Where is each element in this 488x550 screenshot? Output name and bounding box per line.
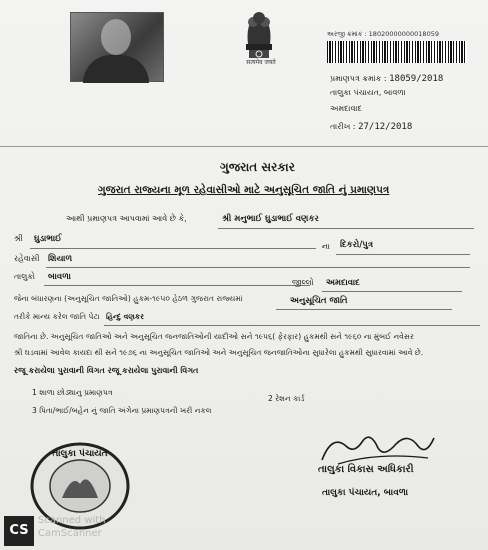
- watermark-line2: CamScanner: [38, 528, 102, 539]
- certificate-subtitle: ગુજરાત રાજ્યના મૂળ રહેવાસીઓ માટે અનુસૂચિત જાતિ નું પ્રમાણપત્ર: [98, 184, 390, 196]
- district-value: અમદાવાદ: [326, 278, 360, 288]
- application-number-label: અરજી ક્રમાંક : 18020000000018059: [327, 30, 439, 38]
- government-title: ગુજરાત સરકાર: [220, 160, 295, 174]
- applicant-photo: [70, 12, 164, 82]
- intro-text: આથી પ્રમાણપત્ર આપવામાં આવે છે કે,: [66, 214, 187, 223]
- camscanner-watermark: [38, 514, 106, 540]
- applicant-name: શ્રી મનુભાઈ ઘુડાભાઈ વણકર: [222, 214, 319, 224]
- emblem-caption: सत्यमेव जयते: [246, 59, 276, 66]
- village-value: શિયાળ: [48, 254, 73, 264]
- seal-text: તાલુકા પંચાયત: [52, 449, 108, 459]
- resident-label: રહેવાસી: [14, 254, 40, 263]
- officer-signature: [318, 428, 438, 468]
- underline: [104, 325, 480, 326]
- relation-value: દિકરો/પુત્ર: [340, 240, 374, 250]
- evidence-item-2: 2 રેશન કાર્ડ: [268, 394, 305, 403]
- father-name: ઘુડાભાઈ: [34, 234, 62, 244]
- legal-text-line2: શ્રી ઘડવામાં આવેલ કાયદા થી સને ૧૯૭૬ ના અનુસૂચિત જાતિઓ અને અનુસૂચિત જનજાતિઓના સુધારેલા હુકમથી સુધારવામાં આવે છે.: [14, 348, 424, 357]
- subcaste-value: હિન્દુ વણકર: [106, 312, 144, 321]
- underline: [218, 228, 474, 229]
- legal-text-line1: જાતિના છે. અનુસૂચિત જાતિઓ અને અનુસૂચિત જનજાતિઓની યાદીઓ સને ૧૯૫૬( ફેરફાર) હુકમથી સને ૧૯૬૦ ના મુંબઈ નવેસર: [14, 332, 414, 341]
- district-label: જીલ્લો: [292, 278, 314, 287]
- barcode-block: [327, 30, 477, 63]
- order-text: જેના બંધારણના (અનુસૂચિત જાતિઓ) હુકમ-૧૯૫૦ હેઠળ ગુજરાત રાજ્યમાં: [14, 294, 243, 303]
- certificate-number: [330, 74, 443, 84]
- shri-label: શ્રી: [14, 234, 23, 243]
- taluka-label: તાલુકો: [14, 272, 35, 281]
- underline: [46, 267, 470, 268]
- taluka-value: બાવળા: [48, 272, 71, 282]
- underline: [322, 291, 462, 292]
- camscanner-logo: CS: [4, 516, 34, 546]
- watermark-line1: Scanned with: [38, 515, 106, 526]
- evidence-heading: રજૂ કરાયેલા પુરાવાની વિગત રજૂ કરાયેલા પુરાવાની વિગત: [14, 366, 199, 375]
- issuing-office: તાલુકા પંચાયત, બાવળા: [330, 88, 406, 97]
- issue-date: [330, 122, 412, 132]
- cert-no-value: 18059/2018: [389, 74, 444, 84]
- underline: [276, 309, 452, 310]
- barcode: [327, 41, 467, 63]
- underline: [44, 285, 310, 286]
- underline: [336, 254, 470, 255]
- cert-no-label: પ્રમાણપત્ર ક્રમાંક :: [330, 74, 387, 83]
- issuing-district: અમદાવાદ: [330, 104, 362, 113]
- national-emblem-icon: [236, 4, 282, 66]
- evidence-item-1: 1 શાળા છોડ્યાનુ પ્રમાણપત્ર: [32, 388, 113, 397]
- date-label: તારીખ :: [330, 122, 356, 131]
- date-value: 27/12/2018: [358, 122, 413, 132]
- evidence-item-3: 3 પિતા/ભાઈ/બહેન નું જાતિ અંગેના પ્રમાણપત્રની ખરી નકલ: [32, 406, 212, 415]
- divider: [0, 146, 488, 147]
- na-label: ના: [322, 242, 330, 251]
- caste-value: અનુસૂચિત જાતિ: [290, 296, 348, 306]
- officer-title: તાલુકા વિકાસ અધિકારી: [318, 464, 414, 475]
- underline: [30, 248, 316, 249]
- subcaste-label: તરીકે માન્ય કરેલ જાતિ પેટા: [14, 312, 100, 321]
- officer-office: તાલુકા પંચાયત, બાવળા: [322, 488, 409, 498]
